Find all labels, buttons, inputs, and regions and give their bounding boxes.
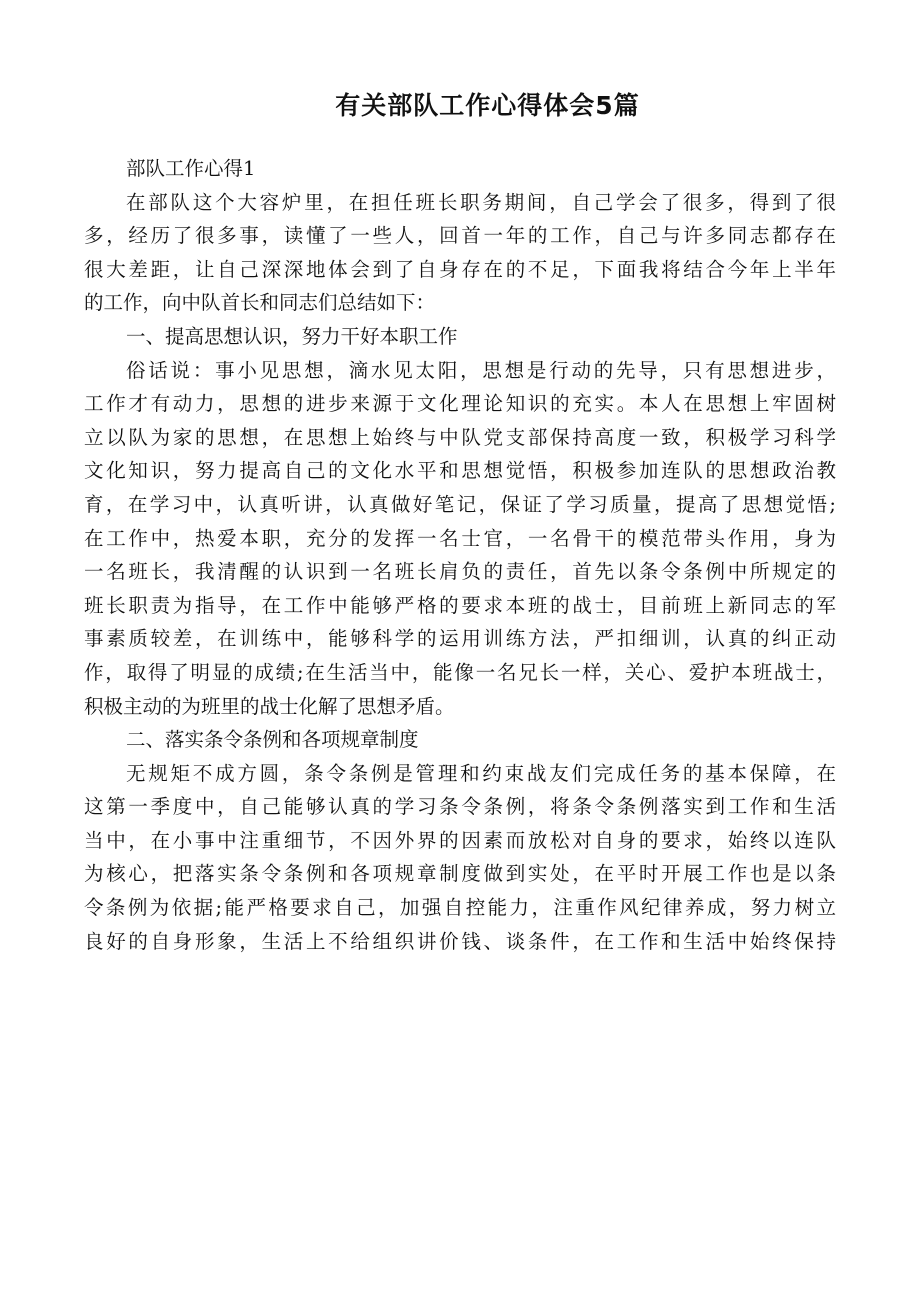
text-line: 俗话说：事小见思想，滴水见太阳，思想是行动的先导，只有思想进步，: [126, 358, 836, 382]
text-line: 一、提高思想认识，努力干好本职工作: [126, 324, 458, 348]
text-line: 育，在学习中，认真听讲，认真做好笔记，保证了学习质量，提高了思想觉悟;: [84, 492, 836, 516]
text-line: 部队工作心得1: [126, 157, 256, 180]
text-line: 的工作，向中队首长和同志们总结如下：: [84, 291, 436, 315]
text-line: 立以队为家的思想，在思想上始终与中队党支部保持高度一致，积极学习科学: [84, 425, 836, 449]
text-line: 令条例为依据;能严格要求自己，加强自控能力，注重作风纪律养成，努力树立: [84, 896, 836, 920]
text-line: 一名班长，我清醒的认识到一名班长肩负的责任，首先以条令条例中所规定的: [84, 560, 836, 584]
document-title: 有关部队工作心得体会5篇: [335, 91, 640, 120]
document-body: [84, 152, 836, 958]
text-line: 事素质较差，在训练中，能够科学的运用训练方法，严扣细训，认真的纠正动: [84, 627, 836, 651]
text-line: 多，经历了很多事，读懂了一些人，回首一年的工作，自己与许多同志都存在: [84, 224, 836, 248]
text-line: 班长职责为指导，在工作中能够严格的要求本班的战士，目前班上新同志的军: [84, 593, 836, 617]
text-line: 当中，在小事中注重细节，不因外界的因素而放松对自身的要求，始终以连队: [84, 828, 836, 852]
text-line: 工作才有动力，思想的进步来源于文化理论知识的充实。本人在思想上牢固树: [84, 392, 836, 416]
text-line: 这第一季度中，自己能够认真的学习条令条例，将条令条例落实到工作和生活: [84, 795, 836, 819]
text-line: 良好的自身形象，生活上不给组织讲价钱、谈条件，在工作和生活中始终保持: [84, 929, 836, 953]
text-line: 在部队这个大容炉里，在担任班长职务期间，自己学会了很多，得到了很: [126, 190, 836, 214]
text-line: 很大差距，让自己深深地体会到了自身存在的不足，下面我将结合今年上半年: [84, 257, 836, 281]
text-line: 文化知识，努力提高自己的文化水平和思想觉悟，积极参加连队的思想政治教: [84, 459, 836, 483]
text-line: 为核心，把落实条令条例和各项规章制度做到实处，在平时开展工作也是以条: [84, 862, 836, 886]
text-line: 积极主动的为班里的战士化解了思想矛盾。: [84, 694, 455, 718]
text-line: 二、落实条令条例和各项规章制度: [126, 728, 419, 752]
text-line: 作，取得了明显的成绩;在生活当中，能像一名兄长一样，关心、爱护本班战士，: [84, 660, 836, 684]
text-line: 无规矩不成方圆，条令条例是管理和约束战友们完成任务的基本保障，在: [126, 761, 836, 785]
text-line: 在工作中，热爱本职，充分的发挥一名士官，一名骨干的模范带头作用，身为: [84, 526, 836, 550]
